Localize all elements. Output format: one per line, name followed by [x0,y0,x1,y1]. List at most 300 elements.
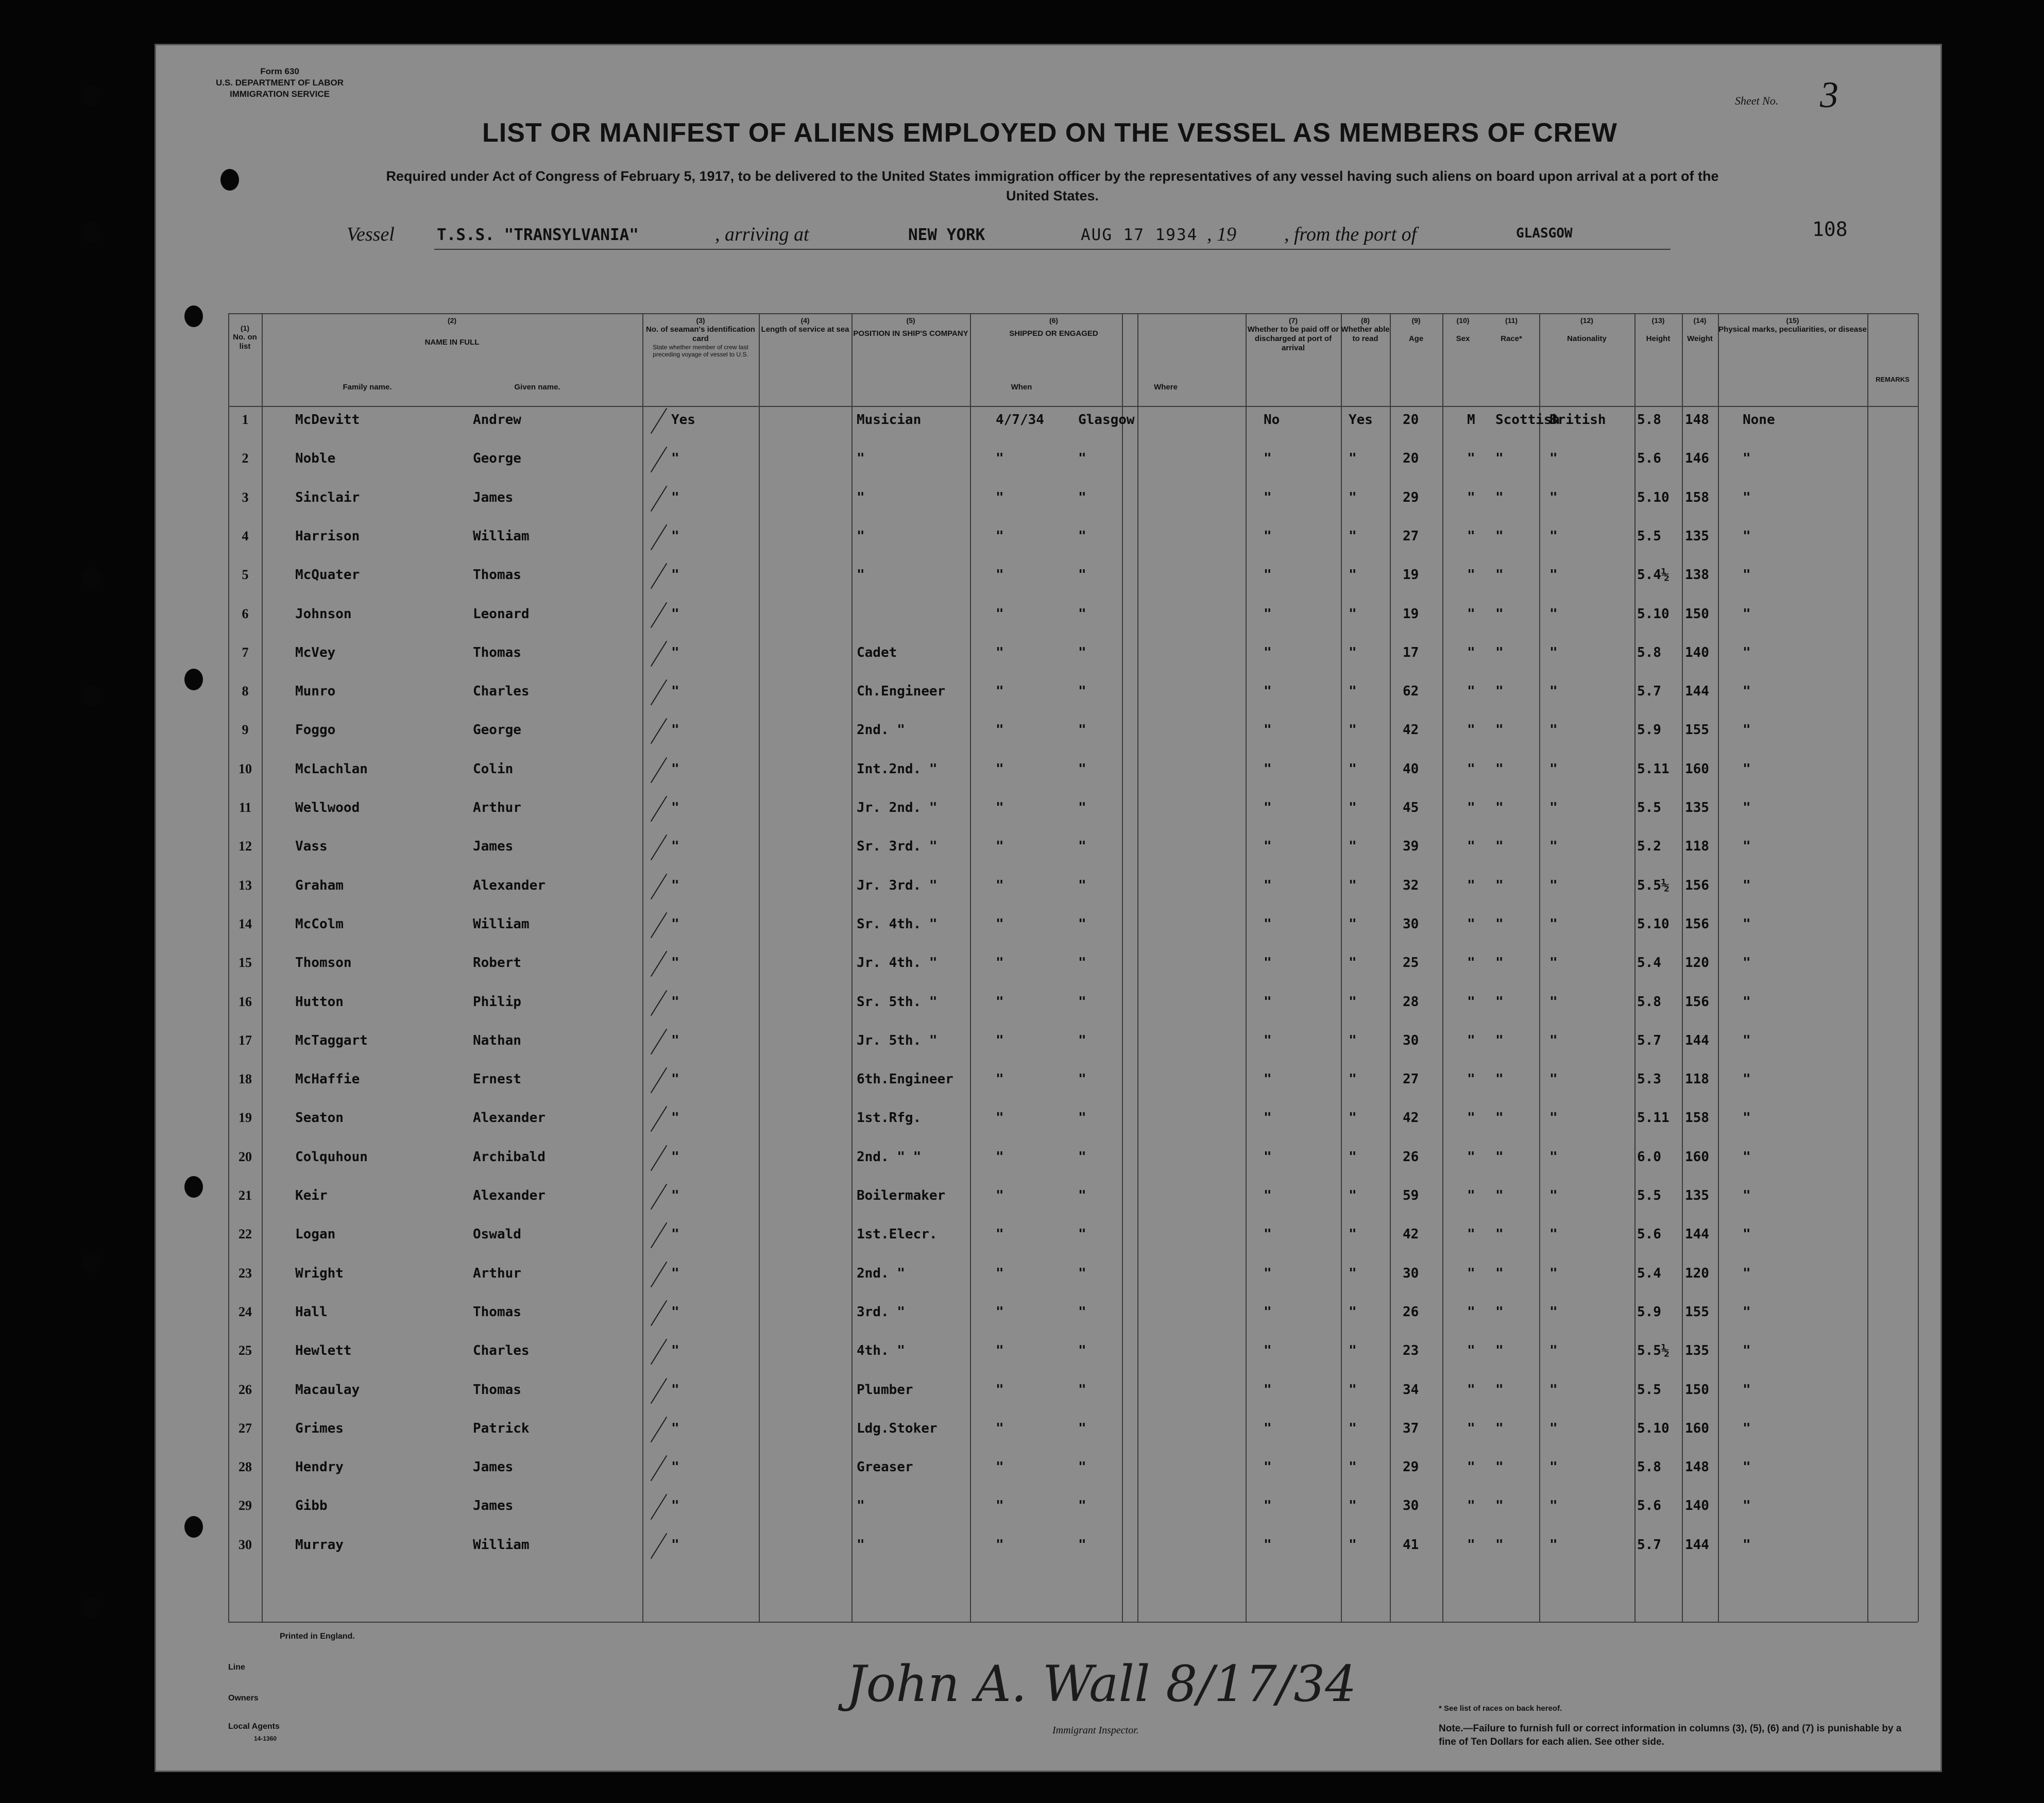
inspector-label: Immigrant Inspector. [1052,1725,1139,1736]
weight-cell: 140 [1685,1498,1709,1514]
column-divider [1634,313,1636,1622]
page-title: LIST OR MANIFEST OF ALIENS EMPLOYED ON THE VESSEL AS MEMBERS OF CREW [482,118,1617,148]
check-mark [651,1339,667,1365]
physical-marks-cell: " [1743,877,1751,893]
race-cell: " [1495,684,1504,700]
able-to-read-cell: " [1349,1149,1357,1165]
row-number: 16 [239,994,252,1009]
sex-cell: " [1467,489,1475,505]
seamans-card-cell: " [671,528,679,544]
nationality-cell: " [1549,1032,1558,1048]
weight-cell: 120 [1685,955,1709,971]
vessel-underline [434,249,1671,250]
when-shipped-cell: " [996,1032,1004,1048]
when-shipped-cell: " [996,684,1004,700]
punch-hole [82,1252,101,1273]
weight-cell: 150 [1685,606,1709,622]
given-name-cell: Alexander [473,1110,546,1126]
position-cell: Plumber [857,1382,913,1398]
race-cell: " [1495,1420,1504,1436]
punch-hole [82,85,101,107]
punch-hole [82,567,101,588]
row-number: 8 [242,684,249,699]
age-cell: 28 [1403,994,1419,1010]
inspector-signature: John A. Wall 8/17/34 [846,1655,1357,1713]
able-to-read-cell: " [1349,839,1357,855]
when-shipped-cell: " [996,567,1004,583]
race-cell: " [1495,1343,1504,1359]
position-cell: " [857,1537,865,1553]
seamans-card-cell: " [671,800,679,815]
nationality-cell: " [1549,1304,1558,1320]
given-name-cell: Colin [473,761,514,777]
when-shipped-cell: " [996,1459,1004,1475]
weight-cell: 156 [1685,916,1709,932]
sheet-number: 3 [1820,74,1838,115]
physical-marks-cell: " [1743,1071,1751,1087]
row-number: 3 [242,489,249,505]
seamans-card-cell: " [671,1304,679,1320]
seamans-card-cell: " [671,606,679,622]
race-cell: " [1495,1149,1504,1165]
weight-cell: 160 [1685,761,1709,777]
family-name-cell: Munro [295,684,336,700]
form-code: 14-1360 [254,1735,277,1742]
height-cell: 5.4½ [1637,567,1670,583]
height-cell: 5.5 [1637,1382,1661,1398]
paid-off-cell: " [1264,528,1272,544]
header-family-name: Family name. [343,383,392,392]
where-shipped-cell: " [1078,1537,1086,1553]
nationality-cell: " [1549,839,1558,855]
nationality-cell: " [1549,761,1558,777]
given-name-cell: Charles [473,684,530,700]
family-name-cell: Gibb [295,1498,328,1514]
header-weight: (14) Weight [1687,316,1713,343]
given-name-cell: Arthur [473,800,521,815]
height-cell: 5.7 [1637,1032,1661,1048]
physical-marks-cell: " [1743,955,1751,971]
departure-port: GLASGOW [1516,226,1573,241]
position-cell: 2nd. " [857,722,905,738]
weight-cell: 144 [1685,684,1709,700]
check-mark [651,602,667,627]
seamans-card-cell: " [671,1032,679,1048]
where-shipped-cell: " [1078,761,1086,777]
position-cell: Jr. 4th. " [857,955,938,971]
position-cell: Jr. 5th. " [857,1032,938,1048]
arriving-label: , arriving at [715,224,809,245]
able-to-read-cell: " [1349,916,1357,932]
race-cell: " [1495,916,1504,932]
check-mark [651,641,667,667]
sex-cell: " [1467,1071,1475,1087]
race-cell: " [1495,877,1504,893]
age-cell: 29 [1403,1459,1419,1475]
races-note: * See list of races on back hereof. [1439,1704,1562,1713]
race-cell: " [1495,994,1504,1010]
column-divider [1246,313,1247,1622]
where-shipped-cell: " [1078,1227,1086,1243]
paid-off-cell: " [1264,1188,1272,1203]
nationality-cell: " [1549,722,1558,738]
sex-cell: " [1467,722,1475,738]
weight-cell: 160 [1685,1420,1709,1436]
paid-off-cell: " [1264,567,1272,583]
nationality-cell: " [1549,1459,1558,1475]
check-mark [651,1222,667,1248]
when-shipped-cell: " [996,606,1004,622]
height-cell: 5.5½ [1637,877,1670,893]
physical-marks-cell: " [1743,800,1751,815]
nationality-cell: " [1549,1343,1558,1359]
race-cell: " [1495,1459,1504,1475]
header-race: (11) Race* [1501,316,1522,343]
able-to-read-cell: " [1349,1227,1357,1243]
paid-off-cell: " [1264,684,1272,700]
nationality-cell: " [1549,489,1558,505]
year-label: , 19 [1207,224,1236,245]
paid-off-cell: " [1264,1537,1272,1553]
seamans-card-cell: " [671,489,679,505]
given-name-cell: Thomas [473,567,521,583]
seamans-card-cell: " [671,1188,679,1203]
header-shipped-or-engaged: (6) SHIPPED OR ENGAGED [1009,316,1098,338]
header-bottom-border [228,406,1918,407]
given-name-cell: Leonard [473,606,530,622]
arrival-port: NEW YORK [908,226,985,244]
punch-hole [184,1176,203,1198]
given-name-cell: James [473,1459,514,1475]
family-name-cell: Hewlett [295,1343,352,1359]
weight-cell: 148 [1685,1459,1709,1475]
where-shipped-cell: " [1078,955,1086,971]
paid-off-cell: " [1264,1343,1272,1359]
seamans-card-cell: " [671,761,679,777]
punch-hole [82,222,101,243]
able-to-read-cell: Yes [1349,412,1373,428]
header-sex: (10) Sex [1456,316,1470,343]
family-name-cell: Grimes [295,1420,344,1436]
paid-off-cell: " [1264,489,1272,505]
row-number: 28 [239,1459,252,1475]
check-mark [651,951,667,977]
position-cell: " [857,489,865,505]
weight-cell: 135 [1685,528,1709,544]
able-to-read-cell: " [1349,1537,1357,1553]
when-shipped-cell: " [996,451,1004,467]
row-number: 9 [242,722,249,738]
paid-off-cell: " [1264,916,1272,932]
row-number: 20 [239,1149,252,1164]
able-to-read-cell: " [1349,644,1357,660]
height-cell: 5.4 [1637,955,1661,971]
age-cell: 29 [1403,489,1419,505]
sex-cell: " [1467,1149,1475,1165]
check-mark [651,1533,667,1559]
paid-off-cell: " [1264,1382,1272,1398]
able-to-read-cell: " [1349,1110,1357,1126]
seamans-card-cell: " [671,994,679,1010]
sex-cell: " [1467,955,1475,971]
punch-hole [184,669,203,690]
given-name-cell: Arthur [473,1265,521,1281]
physical-marks-cell: " [1743,1498,1751,1514]
able-to-read-cell: " [1349,567,1357,583]
height-cell: 5.8 [1637,994,1661,1010]
race-cell: " [1495,644,1504,660]
seamans-card-cell: " [671,1227,679,1243]
where-shipped-cell: " [1078,567,1086,583]
paid-off-cell: No [1264,412,1280,428]
race-cell: " [1495,606,1504,622]
family-name-cell: McLachlan [295,761,368,777]
sex-cell: M [1467,412,1475,428]
given-name-cell: Thomas [473,1382,521,1398]
race-cell: " [1495,451,1504,467]
race-cell: " [1495,1304,1504,1320]
where-shipped-cell: " [1078,606,1086,622]
where-shipped-cell: " [1078,1071,1086,1087]
physical-marks-cell: " [1743,1149,1751,1165]
weight-cell: 156 [1685,994,1709,1010]
row-number: 4 [242,528,249,543]
able-to-read-cell: " [1349,1188,1357,1203]
position-cell: Jr. 2nd. " [857,800,938,815]
age-cell: 39 [1403,839,1419,855]
height-cell: 5.4 [1637,1265,1661,1281]
paid-off-cell: " [1264,1149,1272,1165]
age-cell: 27 [1403,1071,1419,1087]
age-cell: 34 [1403,1382,1419,1398]
weight-cell: 146 [1685,451,1709,467]
sheet-number-label: Sheet No. [1735,94,1779,107]
seamans-card-cell: " [671,839,679,855]
paid-off-cell: " [1264,1071,1272,1087]
position-cell: 6th.Engineer [857,1071,953,1087]
paid-off-cell: " [1264,1420,1272,1436]
race-cell: " [1495,722,1504,738]
column-divider [1918,313,1919,1622]
nationality-cell: " [1549,1188,1558,1203]
paid-off-cell: " [1264,1304,1272,1320]
sex-cell: " [1467,1382,1475,1398]
family-name-cell: Sinclair [295,489,360,505]
age-cell: 23 [1403,1343,1419,1359]
age-cell: 20 [1403,412,1419,428]
race-cell: " [1495,1071,1504,1087]
height-cell: 5.10 [1637,1420,1670,1436]
age-cell: 37 [1403,1420,1419,1436]
header-seamans-card: (3) No. of seaman's identification card State whether member of crew last preceding voyage of vessel to U.S. [646,316,755,358]
column-divider [1682,313,1683,1622]
physical-marks-cell: " [1743,1227,1751,1243]
age-cell: 20 [1403,451,1419,467]
weight-cell: 144 [1685,1537,1709,1553]
check-mark [651,1029,667,1054]
check-mark [651,718,667,744]
department-name: U.S. DEPARTMENT OF LABOR [215,78,344,88]
able-to-read-cell: " [1349,800,1357,815]
when-shipped-cell: " [996,1110,1004,1126]
weight-cell: 148 [1685,412,1709,428]
family-name-cell: Murray [295,1537,344,1553]
header-when: When [1011,383,1032,392]
table-bottom-border [228,1622,1918,1623]
seamans-card-cell: " [671,1459,679,1475]
form-identification [213,66,347,100]
check-mark [651,873,667,899]
header-given-name: Given name. [514,383,560,392]
nationality-cell: " [1549,1071,1558,1087]
nationality-cell: " [1549,1265,1558,1281]
row-number: 10 [239,761,252,776]
manifest-sheet [155,44,1942,1772]
paid-off-cell: " [1264,877,1272,893]
punch-hole [220,169,239,191]
position-cell: Ldg.Stoker [857,1420,938,1436]
race-cell: " [1495,1227,1504,1243]
age-cell: 32 [1403,877,1419,893]
sex-cell: " [1467,1032,1475,1048]
when-shipped-cell: " [996,877,1004,893]
paid-off-cell: " [1264,839,1272,855]
age-cell: 40 [1403,761,1419,777]
when-shipped-cell: " [996,1343,1004,1359]
penalty-note: Note.—Failure to furnish full or correct information in columns (3), (5), (6) and (7) is punishable by a fine of Ten Dollars for each alien. See other side. [1439,1723,1902,1747]
when-shipped-cell: " [996,1382,1004,1398]
sex-cell: " [1467,528,1475,544]
physical-marks-cell: " [1743,1110,1751,1126]
column-divider [1122,313,1123,1622]
height-cell: 5.6 [1637,451,1661,467]
family-name-cell: Macaulay [295,1382,360,1398]
race-cell: " [1495,528,1504,544]
height-cell: 5.3 [1637,1071,1661,1087]
sex-cell: " [1467,1498,1475,1514]
row-number: 30 [239,1537,252,1552]
nationality-cell: " [1549,800,1558,815]
nationality-cell: " [1549,1110,1558,1126]
sex-cell: " [1467,684,1475,700]
sex-cell: " [1467,1459,1475,1475]
given-name-cell: Nathan [473,1032,521,1048]
position-cell: Greaser [857,1459,913,1475]
physical-marks-cell: " [1743,684,1751,700]
weight-cell: 118 [1685,839,1709,855]
punch-hole [82,685,101,707]
paid-off-cell: " [1264,1265,1272,1281]
when-shipped-cell: " [996,528,1004,544]
nationality-cell: " [1549,567,1558,583]
weight-cell: 155 [1685,722,1709,738]
where-shipped-cell: " [1078,1110,1086,1126]
sex-cell: " [1467,1420,1475,1436]
punch-hole [184,1516,203,1538]
family-name-cell: Noble [295,451,336,467]
age-cell: 42 [1403,1227,1419,1243]
position-cell: Jr. 3rd. " [857,877,938,893]
seamans-card-cell: " [671,1265,679,1281]
nationality-cell: " [1549,994,1558,1010]
when-shipped-cell: " [996,1071,1004,1087]
row-number: 6 [242,606,249,621]
able-to-read-cell: " [1349,1343,1357,1359]
given-name-cell: William [473,1537,530,1553]
header-nationality: (12) Nationality [1567,316,1607,343]
column-divider [1341,313,1342,1622]
where-shipped-cell: " [1078,1265,1086,1281]
check-mark [651,1067,667,1093]
where-shipped-cell: " [1078,994,1086,1010]
check-mark [651,912,667,938]
header-name-in-full: (2) NAME IN FULL [424,316,480,347]
age-cell: 25 [1403,955,1419,971]
age-cell: 19 [1403,567,1419,583]
header-where: Where [1154,383,1178,392]
row-number: 15 [239,955,252,971]
from-port-label: , from the port of [1284,224,1417,245]
sex-cell: " [1467,1537,1475,1553]
able-to-read-cell: " [1349,1071,1357,1087]
header-age: (9) Age [1408,316,1424,343]
header-position: (5) POSITION IN SHIP'S COMPANY [853,316,968,338]
family-name-cell: Hutton [295,994,344,1010]
physical-marks-cell: " [1743,489,1751,505]
row-number: 5 [242,567,249,583]
row-number: 1 [242,412,249,427]
height-cell: 5.11 [1637,761,1670,777]
seamans-card-cell: " [671,644,679,660]
when-shipped-cell: " [996,722,1004,738]
given-name-cell: James [473,1498,514,1514]
height-cell: 5.8 [1637,644,1661,660]
position-cell: Sr. 5th. " [857,994,938,1010]
sex-cell: " [1467,1304,1475,1320]
seamans-card-cell: " [671,1537,679,1553]
race-cell: " [1495,1537,1504,1553]
able-to-read-cell: " [1349,877,1357,893]
table-top-border [228,313,1918,314]
seamans-card-cell: " [671,955,679,971]
family-name-cell: Foggo [295,722,336,738]
family-name-cell: McHaffie [295,1071,360,1087]
physical-marks-cell: " [1743,1265,1751,1281]
row-number: 22 [239,1227,252,1242]
family-name-cell: Hendry [295,1459,344,1475]
form-number: Form 630 [260,66,299,76]
given-name-cell: Oswald [473,1227,521,1243]
check-mark [651,1494,667,1520]
header-paid-off: (7) Whether to be paid off or discharged at port of arrival [1247,316,1339,352]
position-cell: 3rd. " [857,1304,905,1320]
weight-cell: 138 [1685,567,1709,583]
height-cell: 5.2 [1637,839,1661,855]
physical-marks-cell: " [1743,644,1751,660]
age-cell: 30 [1403,916,1419,932]
page-number: 108 [1812,218,1848,241]
paid-off-cell: " [1264,722,1272,738]
age-cell: 17 [1403,644,1419,660]
check-mark [651,563,667,589]
where-shipped-cell: " [1078,489,1086,505]
check-mark [651,1184,667,1210]
where-shipped-cell: " [1078,1498,1086,1514]
paid-off-cell: " [1264,994,1272,1010]
weight-cell: 144 [1685,1227,1709,1243]
seamans-card-cell: " [671,1382,679,1398]
given-name-cell: George [473,451,521,467]
